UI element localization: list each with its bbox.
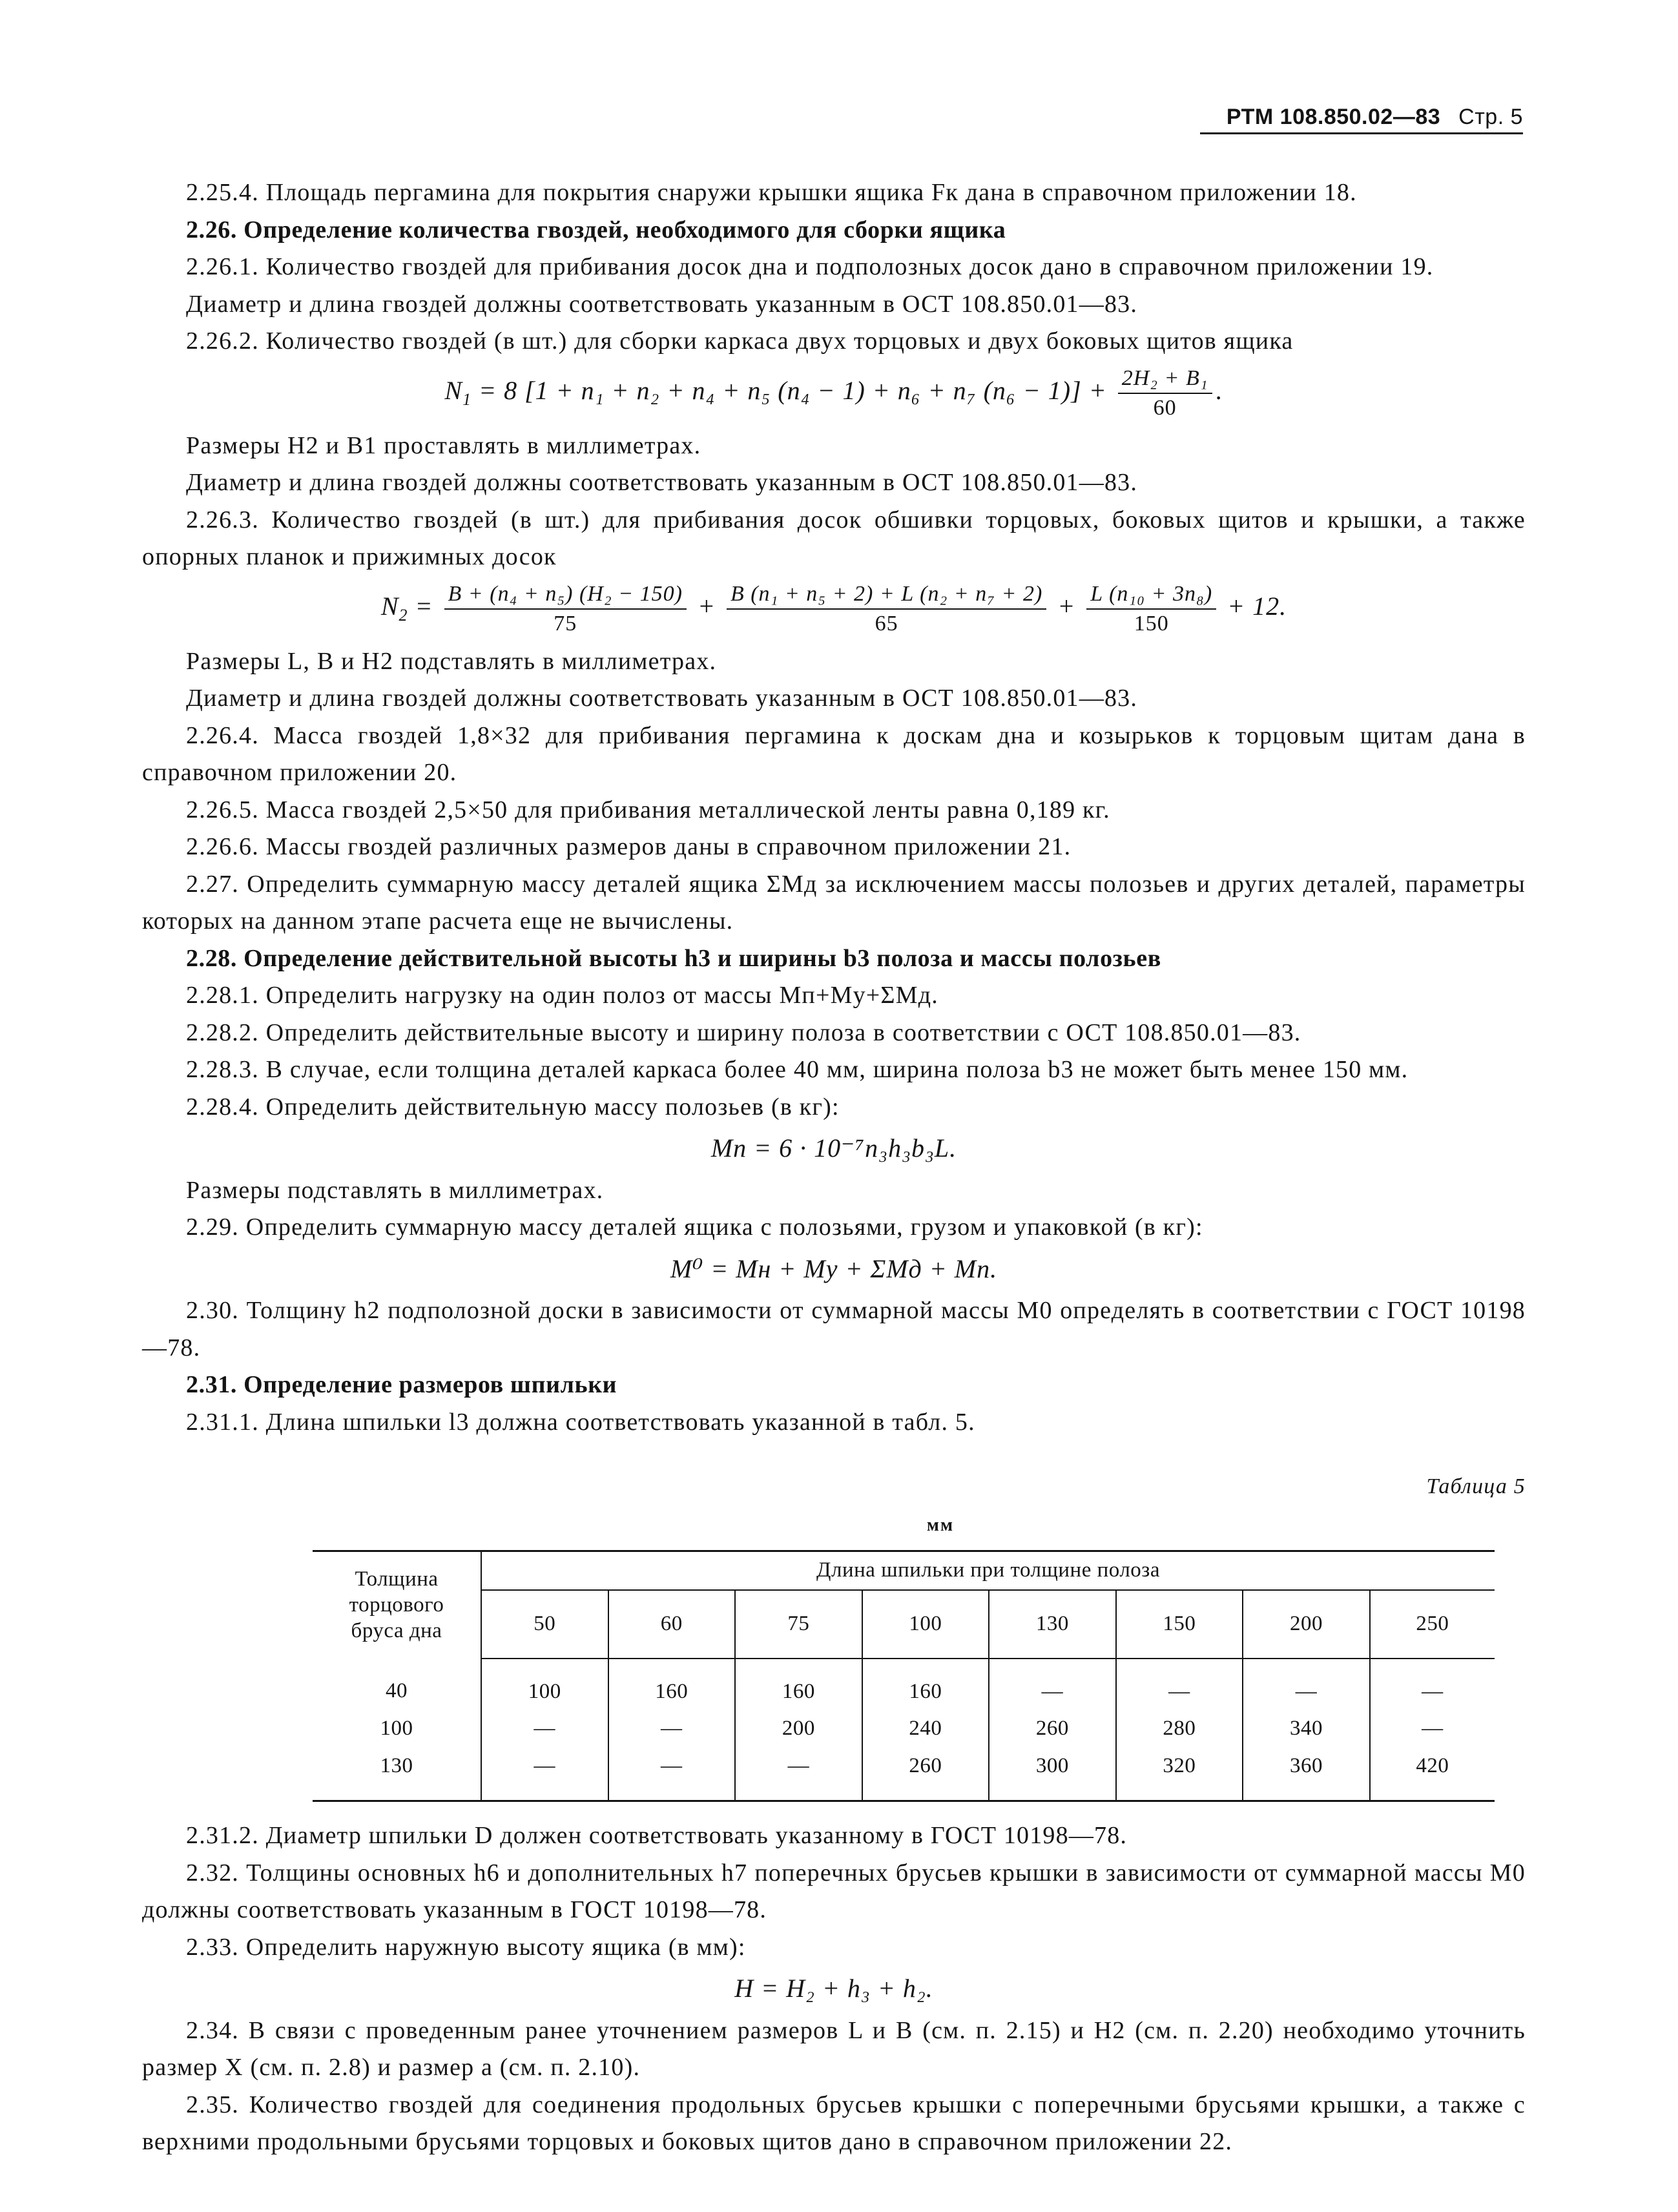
table-row	[313, 1710, 1495, 1748]
table-cell: 260	[862, 1748, 989, 1801]
page-number: Стр. 5	[1458, 105, 1523, 129]
formula-lhs-sub: 2	[399, 605, 408, 625]
fraction-numerator: B + (n₄ + n₅) (H₂ − 150)	[444, 580, 687, 610]
paragraph: 2.34. В связи с проведенным ранее уточнением размеров L и B (см. п. 2.15) и H2 (см. п. 2.20) необходимо уточнить размер X (см. п. 2.8) и размер a (см. п. 2.10).	[142, 2016, 1526, 2081]
fraction	[1086, 580, 1216, 638]
paragraph: 2.26.2. Количество гвоздей (в шт.) для сборки каркаса двух торцовых и двух боковых щитов ящика	[186, 327, 1294, 355]
table-cell: 260	[989, 1710, 1116, 1748]
column-header: 250	[1370, 1590, 1495, 1659]
table-cell: 420	[1416, 1753, 1449, 1777]
table-cell: 160	[608, 1659, 736, 1711]
row-header-line: бруса дна	[351, 1619, 442, 1643]
fraction-denominator: 75	[554, 611, 577, 636]
paragraph: 2.25.4. Площадь пергамина для покрытия снаружи крышки ящика Fк дана в справочном приложении 18.	[186, 179, 1357, 206]
row-label-cell: 40	[313, 1659, 481, 1711]
paragraph: 2.33. Определить наружную высоту ящика (в мм):	[186, 1933, 746, 1961]
paragraph: 2.35. Количество гвоздей для соединения продольных брусьев крышки с поперечными брусьями крышки, а также с верхними продольными брусьями торцовых и боковых щитов дано в справочном приложении 22.	[142, 2091, 1526, 2155]
paragraph: 2.26.5. Масса гвоздей 2,5×50 для прибивания металлической ленты равна 0,189 кг.	[186, 796, 1110, 823]
table-cell: 280	[1116, 1710, 1243, 1748]
paragraph: Диаметр и длина гвоздей должны соответствовать указанным в ОСТ 108.850.01—83.	[186, 469, 1138, 496]
fraction-denominator: 60	[1153, 395, 1177, 420]
paragraph: Диаметр и длина гвоздей должны соответствовать указанным в ОСТ 108.850.01—83.	[186, 290, 1138, 318]
table-cell: 200	[735, 1710, 862, 1748]
paragraph: 2.28.3. В случае, если толщина деталей каркаса более 40 мм, ширина полоза b3 не может быть менее 150 мм.	[186, 1056, 1409, 1083]
span-header: Длина шпильки при толщине полоза	[481, 1551, 1495, 1590]
table-cell: 100	[481, 1659, 608, 1711]
fraction-numerator: L (n₁₀ + 3n₈)	[1086, 580, 1216, 610]
formula-lhs: N	[444, 375, 463, 405]
table-cell: —	[1116, 1659, 1243, 1711]
row-label-cell: 100	[313, 1710, 481, 1748]
running-header	[1200, 105, 1523, 134]
formula-op: +	[1050, 591, 1083, 621]
table-unit: мм	[926, 1514, 955, 1535]
table-cell: 240	[862, 1710, 989, 1748]
paragraph: 2.28.1. Определить нагрузку на один полоз от массы Mп+Mу+ΣMд.	[186, 982, 938, 1009]
row-header-cell	[313, 1551, 481, 1659]
column-header: 100	[862, 1590, 989, 1659]
fraction-denominator: 150	[1134, 611, 1169, 636]
paragraph: Размеры H2 и B1 проставлять в миллиметрах.	[186, 431, 701, 459]
table-cell: 340	[1243, 1710, 1370, 1748]
column-header: 200	[1243, 1590, 1370, 1659]
paragraph: 2.31.1. Длина шпильки l3 должна соответствовать указанной в табл. 5.	[186, 1408, 975, 1436]
column-header: 130	[989, 1590, 1116, 1659]
row-header-line: Толщина	[355, 1567, 439, 1591]
table-caption: Таблица 5	[1426, 1474, 1526, 1498]
section-after-table	[142, 1817, 1526, 2161]
formula-tail: + 12.	[1220, 591, 1287, 621]
paragraph: 2.30. Толщину h2 подполозной доски в зависимости от суммарной массы M0 определять в соответствии с ГОСТ 10198—78.	[142, 1297, 1526, 1361]
formula-body: = 8 [1 + n₁ + n₂ + n₄ + n₅ (n₄ − 1) + n₆ + n₇ (n₆ − 1)] +	[471, 375, 1114, 405]
paragraph: 2.26.4. Масса гвоздей 1,8×32 для прибивания пергамина к доскам дна и козырьков к торцовым щитам дана в справочном приложении 20.	[142, 721, 1526, 786]
table-cell: 360	[1243, 1748, 1370, 1801]
paragraph: Размеры подставлять в миллиметрах.	[186, 1176, 604, 1204]
formula-lhs: N	[380, 591, 399, 621]
fraction	[1118, 364, 1212, 422]
row-label-cell: 130	[313, 1748, 481, 1801]
table-cell: —	[1422, 1717, 1444, 1740]
table-body	[313, 1659, 1495, 1801]
formula-text: H = H₂ + h₃ + h₂.	[734, 1974, 933, 2003]
section-heading: 2.26. Определение количества гвоздей, необходимого для сборки ящика	[186, 216, 1006, 243]
table-cell: —	[1422, 1679, 1444, 1703]
table-cell: 160	[862, 1659, 989, 1711]
fraction	[727, 580, 1046, 638]
table-cell: 320	[1116, 1748, 1243, 1801]
table-5	[313, 1550, 1495, 1802]
formula-f1	[142, 364, 1526, 422]
section-before-table	[142, 174, 1526, 1441]
paragraph: 2.29. Определить суммарную массу деталей ящика с полозьями, грузом и упаковкой (в кг):	[186, 1214, 1203, 1241]
paragraph: 2.26.6. Массы гвоздей различных размеров даны в справочном приложении 21.	[186, 833, 1072, 860]
paragraph: 2.28.2. Определить действительные высоту и ширину полоза в соответствии с ОСТ 108.850.01—83.	[186, 1018, 1301, 1046]
formula-f5	[142, 1970, 1526, 2007]
fraction-denominator: 65	[875, 611, 898, 636]
column-header: 50	[481, 1590, 608, 1659]
fraction-numerator: 2H₂ + B₁	[1118, 364, 1212, 394]
row-header-line: торцового	[349, 1593, 444, 1617]
table-row	[313, 1659, 1495, 1711]
formula-op: =	[408, 591, 440, 621]
table-cell: —	[1243, 1659, 1370, 1711]
paragraph: 2.31.2. Диаметр шпильки D должен соответствовать указанному в ГОСТ 10198—78.	[186, 1822, 1128, 1849]
table-cell: 300	[989, 1748, 1116, 1801]
section-heading: 2.31. Определение размеров шпильки	[186, 1371, 617, 1398]
paragraph: 2.26.1. Количество гвоздей для прибивания досок дна и подполозных досок дано в справочном приложении 19.	[186, 253, 1434, 280]
table-cell: —	[608, 1710, 736, 1748]
formula-f4	[142, 1250, 1526, 1288]
section-heading: 2.28. Определение действительной высоты h3 и ширины b3 полоза и массы полозьев	[186, 944, 1161, 972]
table-cell: 160	[735, 1659, 862, 1711]
formula-tail: .	[1216, 375, 1223, 405]
column-header: 60	[608, 1590, 736, 1659]
table-cell: —	[735, 1748, 862, 1801]
formula-text: M⁰ = Mн + Mу + ΣMд + Mп.	[670, 1254, 998, 1283]
table-cell: —	[481, 1710, 608, 1748]
body-text	[142, 174, 1526, 2161]
fraction-numerator: B (n₁ + n₅ + 2) + L (n₂ + n₇ + 2)	[727, 580, 1046, 610]
paragraph: 2.32. Толщины основных h6 и дополнительных h7 поперечных брусьев крышки в зависимости от суммарной массы M0 должны соответствовать указанным в ГОСТ 10198—78.	[142, 1859, 1526, 1923]
table-cell: —	[608, 1748, 736, 1801]
paragraph: 2.26.3. Количество гвоздей (в шт.) для прибивания досок обшивки торцовых, боковых щитов и крышки, а также опорных планок и прижимных досок	[142, 506, 1526, 570]
column-header-row	[313, 1590, 1495, 1659]
document-code: РТМ 108.850.02—83	[1226, 105, 1441, 129]
formula-lhs-sub: 1	[462, 389, 472, 409]
formula-f3	[142, 1130, 1526, 1167]
table-cell: —	[989, 1659, 1116, 1711]
formula-text: Mп = 6 · 10⁻⁷n₃h₃b₃L.	[710, 1133, 957, 1163]
formula-f2	[142, 580, 1526, 638]
paragraph: Диаметр и длина гвоздей должны соответствовать указанным в ОСТ 108.850.01—83.	[186, 685, 1138, 712]
paragraph: Размеры L, B и H2 подставлять в миллиметрах.	[186, 647, 717, 675]
column-header: 150	[1116, 1590, 1243, 1659]
paragraph: 2.28.4. Определить действительную массу полозьев (в кг):	[186, 1093, 840, 1121]
column-header: 75	[735, 1590, 862, 1659]
formula-op: +	[690, 591, 723, 621]
fraction	[444, 580, 687, 638]
table-cell: —	[481, 1748, 608, 1801]
paragraph: 2.27. Определить суммарную массу деталей ящика ΣMд за исключением массы полозьев и других деталей, параметры которых на данном этапе расчета еще не вычислены.	[142, 870, 1526, 935]
table-row	[313, 1748, 1495, 1801]
